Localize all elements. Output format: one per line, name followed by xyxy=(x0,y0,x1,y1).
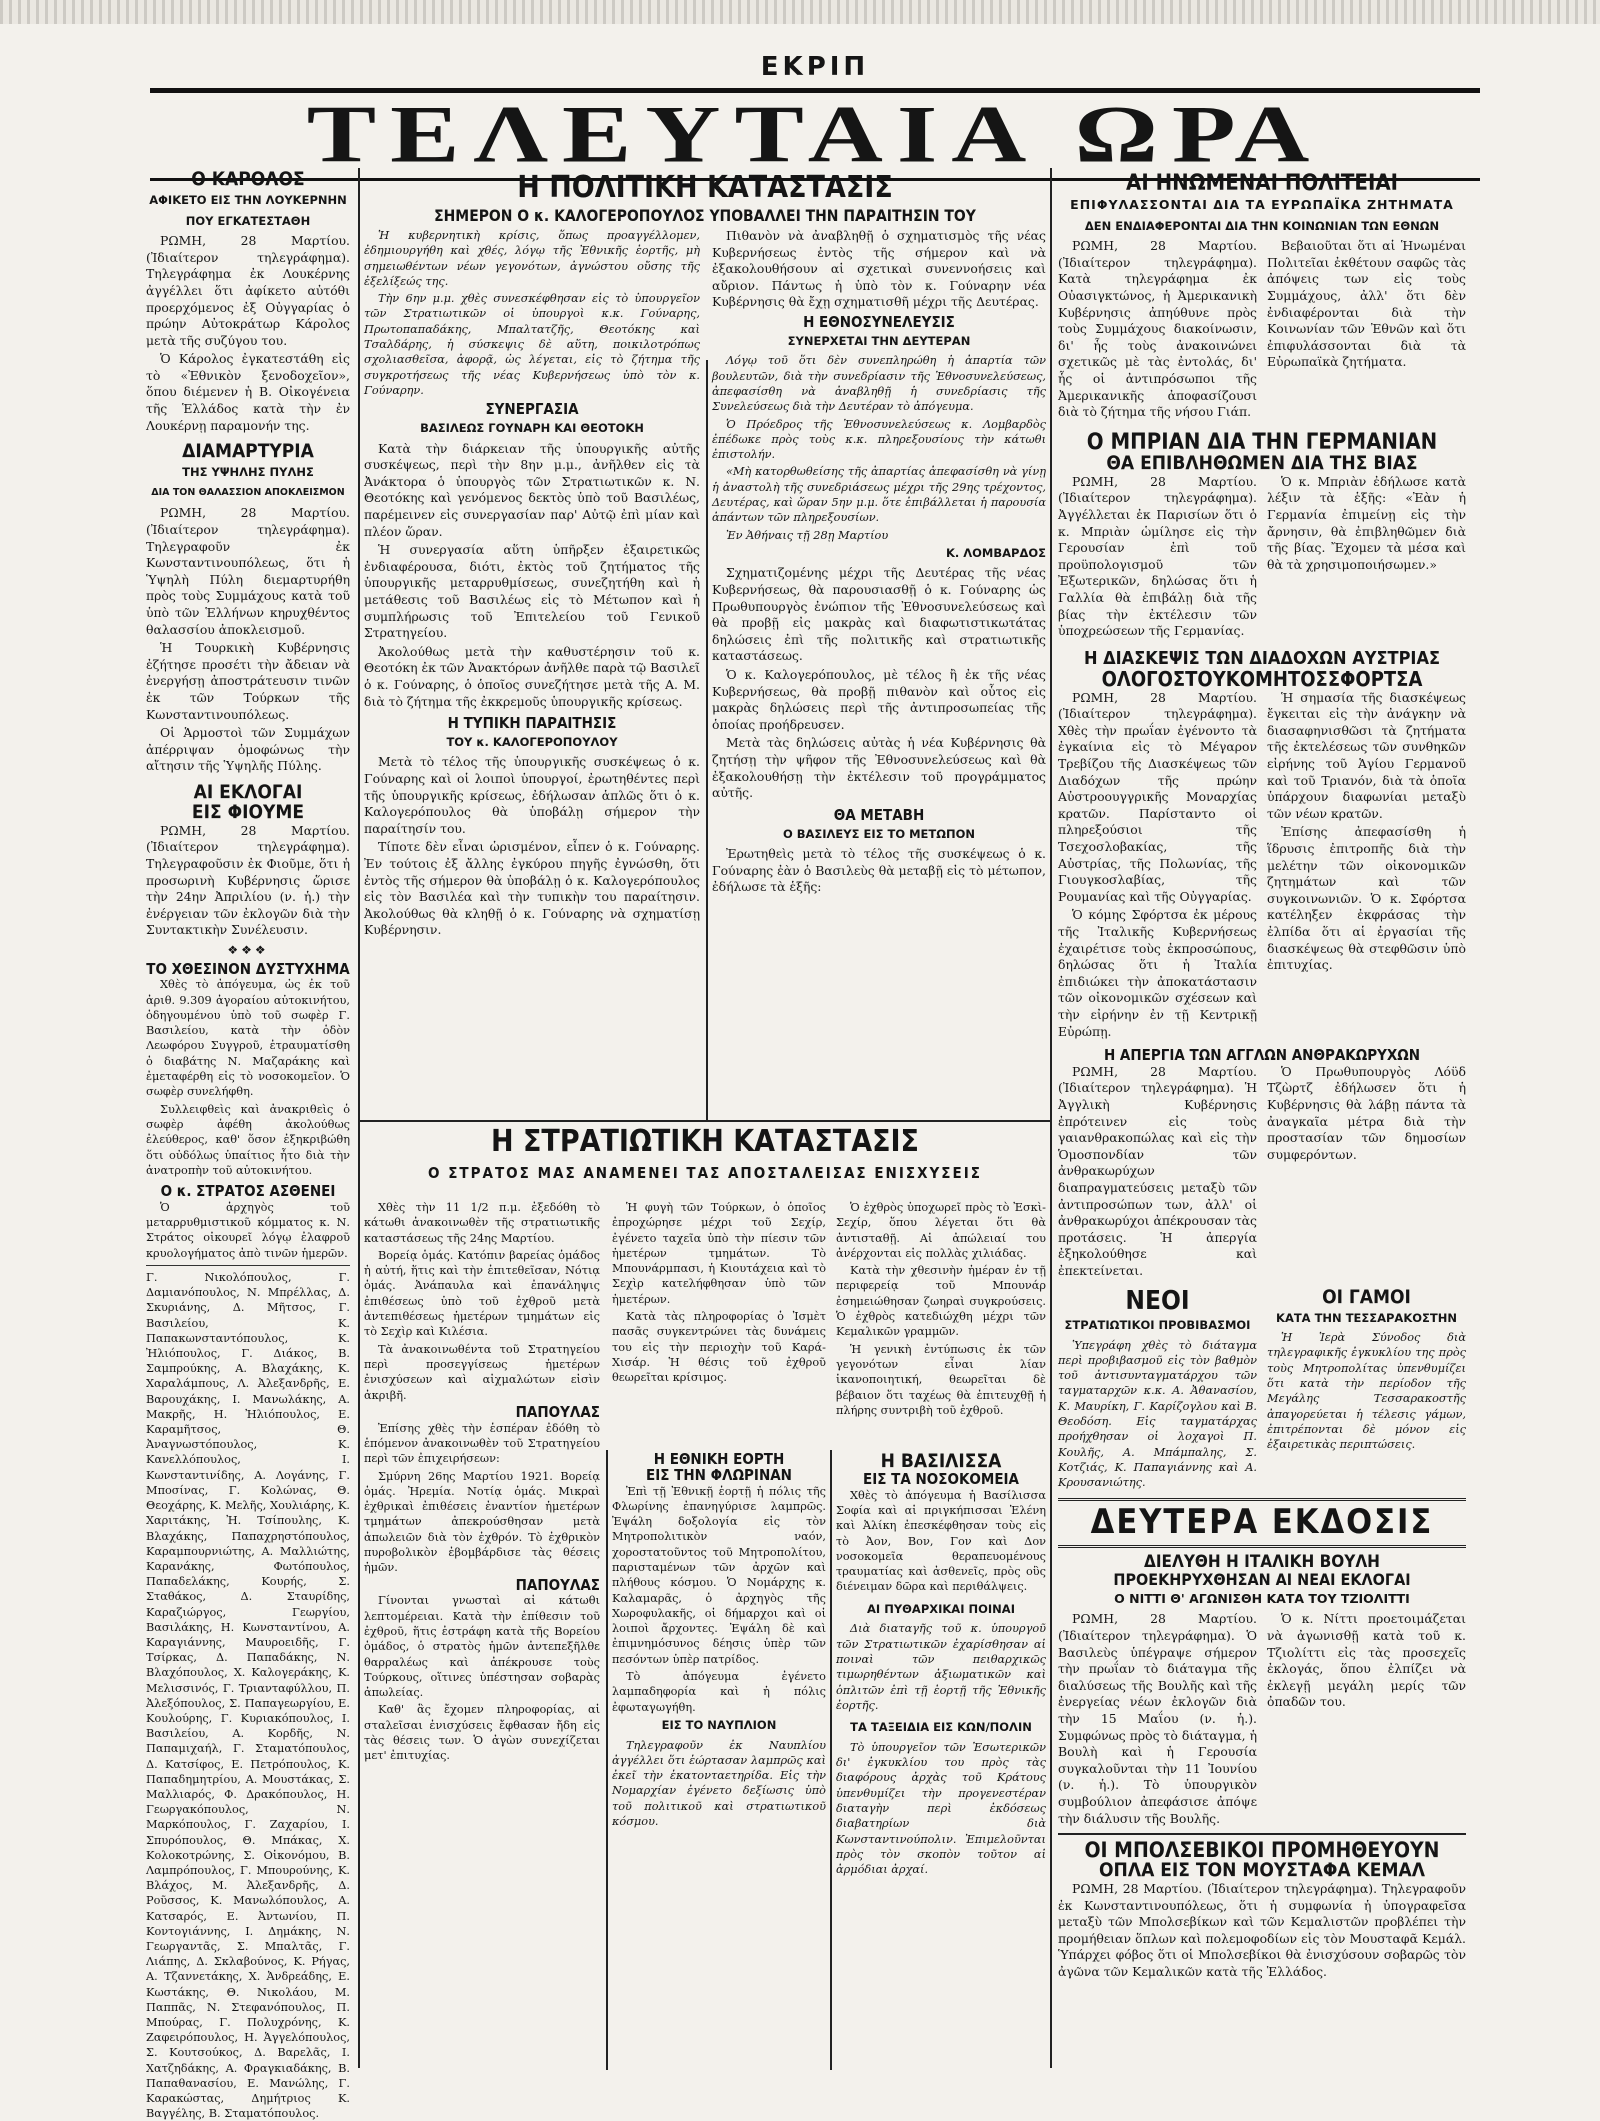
subheadline: ΑΦΙΚΕΤΟ ΕΙΣ ΤΗΝ ΛΟΥΚΕΡΝΗΝ xyxy=(149,192,347,207)
headline-stratiotiki: Η ΣΤΡΑΤΙΩΤΙΚΗ ΚΑΤΑΣΤΑΣΙΣ xyxy=(491,1124,919,1159)
headline-tha-metavi: ΘΑ ΜΕΤΑΒΗ xyxy=(833,805,925,824)
subheadline: ΟΠΛΑ ΕΙΣ ΤΟΝ ΜΟΥΣΤΑΦΑ ΚΕΜΑΛ xyxy=(1099,1859,1425,1882)
subheadline: ΔΕΝ ΕΝΔΙΑΦΕΡΟΝΤΑΙ ΔΙΑ ΤΗΝ ΚΟΙΝΩΝΙΑΝ ΤΩΝ ΕΘΝΩΝ xyxy=(1084,218,1440,233)
article-paragraph: Ὁ κ. Μπριὰν ἐδήλωσε κατὰ λέξιν τὰ ἑξῆς: «Ἐὰν ἡ Γερμανία ἐπιμείνῃ εἰς τὴν ἄρνησιν, θὰ ἐπιβληθῶμεν διὰ τῆς βίας. Ἔχομεν τὰ μέσα καὶ θὰ τὰ χρησιμοποιήσωμεν.» xyxy=(1267,473,1466,572)
article-paragraph: Μετὰ τὰς δηλώσεις αὐτὰς ἡ νέα Κυβέρνησις θὰ ζητήσῃ τὴν ψῆφον τῆς Ἐθνοσυνελεύσεως καὶ θὰ ἐξακολουθήσῃ τὴν ἐκτέλεσιν τοῦ προγράμματος αὐτῆς. xyxy=(712,735,1046,801)
headline-ip: ΑΙ ΗΝΩΜΕΝΑΙ ΠΟΛΙΤΕΙΑΙ xyxy=(1126,171,1398,196)
headline-ethnosynelefsis: Η ΕΘΝΟΣΥΝΕΛΕΥΣΙΣ xyxy=(803,312,955,331)
subheadline: ΕΙΣ ΤΑ ΝΟΣΟΚΟΜΕΙΑ xyxy=(863,1469,1019,1488)
headline-neoi: ΝΕΟΙ xyxy=(1125,1285,1190,1316)
column-political-right xyxy=(712,228,1046,1118)
headline-italiki-vouli: ΔΙΕΛΥΘΗ Η ΙΤΑΛΙΚΗ ΒΟΥΛΗ xyxy=(1144,1552,1380,1573)
column-divider xyxy=(606,1450,608,2070)
article-paragraph: Σχηματιζομένης μέχρι τῆς Δευτέρας τῆς νέας Κυβερνήσεως, θὰ παρουσιασθῇ ὁ κ. Γούναρης ὡς Πρωθυπουργὸς ἐνώπιον τῆς Ἐθνοσυνελεύσεως καὶ θὰ προβῇ εἰς μακρὰς καὶ διαφωτιστικωτάτας δηλώσεις ἐπὶ τῆς πολιτικῆς καὶ στρατιωτικῆς καταστάσεως. xyxy=(712,565,1046,664)
column-ethniki-eorti xyxy=(612,1452,826,2067)
subheadline: ΕΙΣ ΤΗΝ ΦΛΩΡΙΝΑΝ xyxy=(646,1465,792,1484)
signature: ΠΑΠΟΥΛΑΣ xyxy=(515,1402,600,1421)
article-paragraph: Ἀκολούθως μετὰ τὴν καθυστέρησιν τοῦ κ. Θεοτόκη ἐκ τῶν Ἀνακτόρων ἀνῆλθε παρὰ τῷ Βασιλεῖ ὁ κ. Γούναρης, ὁ ὁποῖος συνεζήτησε μετὰ τῆς Α. Μ. διὰ τὸ ζήτημα τῆς ἐκκρεμοῦς ὑπουργικῆς κρίσεως. xyxy=(364,643,700,709)
headline-paraitisis: Η ΤΥΠΙΚΗ ΠΑΡΑΙΤΗΣΙΣ xyxy=(447,714,617,733)
article-paragraph: Ὁ κόμης Σφόρτσα ἐκ μέρους τῆς Ἰταλικῆς Κυβερνήσεως ἐχαιρέτισε τοὺς ἐκπροσώπους, δηλώσας ὅτι ἡ Ἰταλία ἐπιδιώκει τὴν ἀποκατάστασιν τῶν οἰκονομικῶν σχέσεων καὶ τὴν εἰρήνην ἐν τῇ Κεντρικῇ Εὐρώπῃ. xyxy=(1058,907,1257,1039)
headline-ekloges: ΑΙ ΕΚΛΟΓΑΙ xyxy=(193,780,303,803)
column-divider xyxy=(358,168,360,2068)
rule xyxy=(1058,1545,1466,1548)
article-paragraph: ΡΩΜΗ, 28 Μαρτίου. (Ἰδιαίτερον τηλεγράφημα). Τηλεγράφημα ἐκ Λουκέρνης ἀγγέλλει ὅτι ἀφίκετο αὐτόθι προερχόμενος ἐξ Οὐγγαρίας ὁ πρώην Αὐτοκράτωρ Κάρολος μετὰ τῆς συζύγου του. xyxy=(146,233,350,348)
article-paragraph: Οἱ Ἁρμοστοὶ τῶν Συμμάχων ἀπέρριψαν ὁμοφώνως τὴν αἴτησιν τῆς Ὑψηλῆς Πύλης. xyxy=(146,725,350,774)
article-paragraph: Ἐρωτηθεὶς μετὰ τὸ τέλος τῆς συσκέψεως ὁ κ. Γούναρης ἐὰν ὁ Βασιλεὺς θὰ μεταβῇ εἰς τὸ μέτωπον, ἐδήλωσε τὰ ἑξῆς: xyxy=(712,846,1046,895)
column-military-2 xyxy=(612,1200,826,1446)
column-political-left xyxy=(364,228,700,1118)
article-paragraph: Κατὰ τὴν χθεσινὴν ἡμέραν ἐν τῇ περιφερείᾳ τοῦ Μπουνάρ ἐσημειώθησαν ζωηραὶ συγκρούσεις. Ὁ ἐχθρὸς κατεδιώχθη μέχρι τῶν Κεμαλικῶν γραμμῶν. xyxy=(836,1264,1046,1339)
article-paragraph: Τὸ ὑπουργεῖον τῶν Ἐσωτερικῶν δι' ἐγκυκλίου του πρὸς τὰς διαφόρους ἀρχὰς τοῦ Κράτους ὑπενθυμίζει τὴν προγενεστέραν διαταγὴν περὶ ἐκδόσεως διαβατηρίων διὰ Κωνσταντινούπολιν. Ἐπιμελοῦνται πρὸς τὸν σκοπὸν τοῦτον αἱ ἀρμόδιαι ἀρχαί. xyxy=(836,1740,1046,1877)
article-paragraph: Χθὲς τὸ ἀπόγευμα ἡ Βασίλισσα Σοφία καὶ αἱ πριγκήπισσαι Ἑλένη καὶ Ἀλίκη ἐπεσκέφθησαν τοὺς εἰς τὸ Ἀον, Βον, Γον καὶ Δον νοσοκομεῖα θεραπευομένους τραυματίας καὶ ἀσθενεῖς, πρὸς οὓς διένειμαν δῶρα καὶ περιθάλψεις. xyxy=(836,1488,1046,1594)
subheadline: ΠΟΥ ΕΓΚΑΤΕΣΤΑΘΗ xyxy=(185,213,311,228)
article-paragraph: ΡΩΜΗ, 28 Μαρτίου. (Ἰδιαίτερον τηλεγράφημα). Χθὲς τὴν πρωΐαν ἐγένοντο τὰ ἐγκαίνια εἰς τὸ Μέγαρον Τρεβίζου τῆς Διασκέψεως τῶν Διαδόχων τῆς πρώην Αὐστροουγγρικῆς Μοναρχίας κρατῶν. Παρίσταντο οἱ πληρεξούσιοι τῆς Τσεχοσλοβακίας, τῆς Αὐστρίας, τῆς Πολωνίας, τῆς Γιουγκοσλαβίας, τῆς Ρουμανίας καὶ τῆς Οὐγγαρίας. xyxy=(1058,689,1257,904)
article-paragraph: Τηλεγραφοῦν ἐκ Ναυπλίου ἀγγέλλει ὅτι ἑώρτασαν λαμπρῶς καὶ ἐκεῖ τὴν ἑκατονταετηρίδα. Εἰς τὴν Νομαρχίαν ἐγένετο δεξίωσις ὑπὸ τοῦ πολιτικοῦ καὶ στρατιωτικοῦ κόσμου. xyxy=(612,1738,826,1829)
article-paragraph: Πιθανὸν νὰ ἀναβληθῇ ὁ σχηματισμὸς τῆς νέας Κυβερνήσεως ἐντὸς τῆς σήμερον καὶ νὰ ἐξακολουθήσουν αἱ σχετικαὶ συνεννοήσεις καὶ αὔριον. Πάντως ἡ ὑπὸ τὸν κ. Γούναρην νέα Κυβέρνησις θὰ ἔχῃ σχηματισθῆ μέχρι τῆς Δευτέρας. xyxy=(712,228,1046,310)
article-paragraph: Βορείᾳ ὁμάς. Κατόπιν βαρείας ὁμάδος ἡ αὐτή, ἥτις καὶ τὴν ἐπιτεθεῖσαν, Νότιᾳ ὁμάς. Ἀνάπαυλα καὶ ἐπανάληψις ἐπιθέσεως ὑπὸ τοῦ ἐχθροῦ μετὰ ἀντεπιθέσεως ἡμετέρων τμημάτων εἰς τὸ Σεχὶρ καὶ Κιλέσια. xyxy=(364,1248,600,1339)
article-paragraph: ΡΩΜΗ, 28 Μαρτίου. (Ἰδιαίτερον τηλεγράφημα). Τηλεγραφοῦν ἐκ Κωνσταντινουπόλεως, ὅτι ἡ συμφωνία ἡ ὑπογραφεῖσα μεταξὺ τῶν Μπολσεβίκων καὶ τῶν Κεμαλιστῶν προβλέπει τὴν προμήθειαν ὅπλων καὶ πολεμοφοδίων εἰς τὸν Μουσταφᾶ Κεμάλ. Ὑπάρχει φόβος ὅτι οἱ Μπολσεβίκοι θὰ ἐνισχύσουν σοβαρῶς τὸν ἀγῶνα τῶν Κεμαλικῶν κατὰ τῆς Ἑλλάδος. xyxy=(1058,1881,1466,1980)
article-paragraph: Ἡ κυβερνητικὴ κρίσις, ὅπως προαγγέλλομεν, ἐδημιουργήθη καὶ χθές, λόγῳ τῆς Ἐθνικῆς ἑορτῆς, μὴ σημειωθέντων νέων γεγονότων, ἀγνώστου οὔσης τῆς ἐξελίξεώς της. xyxy=(364,229,700,288)
subheadline: ΔΙΑ ΤΟΝ ΘΑΛΑΣΣΙΟΝ ΑΠΟΚΛΕΙΣΜΟΝ xyxy=(151,486,345,498)
article-paragraph: Κατὰ τὴν διάρκειαν τῆς ὑπουργικῆς αὐτῆς συσκέψεως, περὶ τὴν 8ην μ.μ., ἀνῆλθεν εἰς τὰ Ἀνάκτορα ὁ ὑπουργὸς τῶν Στρατιωτικῶν κ. Ν. Θεοτόκης καὶ γενόμενος δεκτὸς ὑπὸ τοῦ Βασιλέως, παρέμεινεν εἰς συνεργασίαν παρ' Αὐτῷ ἐπὶ μίαν καὶ πλέον ὥραν. xyxy=(364,440,700,539)
article-paragraph: «Μὴ κατορθωθείσης τῆς ἀπαρτίας ἀπεφασίσθη νὰ γίνῃ ἡ ἀναστολὴ τῆς συνεδριάσεως μέχρι τῆς 29ης τρέχοντος, Δευτέρας, καὶ ὥραν 5ην μ.μ. ὅτε ἐπιβάλλεται ἡ παρουσία ἁπάντων τῶν πληρεξουσίων. xyxy=(712,465,1046,525)
article-paragraph: Ἡ σημασία τῆς διασκέψεως ἔγκειται εἰς τὴν ἀνάγκην νὰ διασαφηνισθῶσι τὰ ζητήματα τῆς ἐκτελέσεως τῶν συνθηκῶν εἰρήνης τοῦ Ἁγίου Γερμανοῦ καὶ τοῦ Τριανόν, διὰ τὰ ὁποῖα ὑπάρχουν διαφωνίαι μεταξὺ τῶν νέων κρατῶν. xyxy=(1267,689,1466,821)
headline-politiki: Η ΠΟΛΙΤΙΚΗ ΚΑΤΑΣΤΑΣΙΣ xyxy=(517,170,893,205)
headline-poinai: ΑΙ ΠΥΘΑΡΧΙΚΑΙ ΠΟΙΝΑΙ xyxy=(867,1601,1015,1616)
article-paragraph: Ὁ ἀρχηγὸς τοῦ μεταρρυθμιστικοῦ κόμματος κ. Ν. Στράτος οἰκουρεῖ λόγῳ ἐλαφροῦ κρυολογήματος ἀπὸ τινῶν ἡμερῶν. xyxy=(146,1200,350,1260)
headline-taxidia: ΤΑ ΤΑΞΕΙΔΙΑ ΕΙΣ ΚΩΝ/ΠΟΛΙΝ xyxy=(850,1720,1032,1735)
column-military-1 xyxy=(364,1200,600,2070)
headline-apergia: Η ΑΠΕΡΓΙΑ ΤΩΝ ΑΓΓΛΩΝ ΑΝΘΡΑΚΩΡΥΧΩΝ xyxy=(1103,1046,1421,1065)
article-paragraph: ΡΩΜΗ, 28 Μαρτίου. (Ἰδιαίτερον τηλεγράφημα). Ἡ Ἀγγλικὴ Κυβέρνησις ἐπρότεινεν εἰς τοὺς γαιανθρακοπώλας καὶ εἰς τὴν Ὁμοσπονδίαν τῶν ἀνθρακωρύχων διαπραγματεύσεις μεταξὺ τῶν ἀντιπροσώπων των, ἀλλ' οἱ ἀνθρακωρύχοι ἀπέκρουσαν τὰς προτάσεις. Ἡ ἀπεργία ἐξηκολούθησε καὶ ἐπεκτείνεται. xyxy=(1058,1063,1257,1279)
article-paragraph: Διὰ διαταγῆς τοῦ κ. ὑπουργοῦ τῶν Στρατιωτικῶν ἐχαρίσθησαν αἱ ποιναὶ τῶν πειθαρχικῶς τιμωρηθέντων ἀξιωματικῶν καὶ ὁπλιτῶν ἐπὶ τῇ ἑορτῇ τῆς Ἐθνικῆς ἑορτῆς. xyxy=(836,1622,1046,1712)
article-paragraph: Ἐν Ἀθήναις τῇ 28ῃ Μαρτίου xyxy=(726,528,889,542)
headline-nafplion: ΕΙΣ ΤΟ ΝΑΥΠΛΙΟΝ xyxy=(661,1717,777,1732)
subheadline: ΟΛΟΓΟΣΤΟΥΚΟΜΗΤΟΣΣΦΟΡΤΣΑ xyxy=(1101,666,1423,691)
headline-synergasia: ΣΥΝΕΡΓΑΣΙΑ xyxy=(485,400,579,419)
subheadline: ΕΠΙΦΥΛΑΣΣΟΝΤΑΙ ΔΙΑ ΤΑ ΕΥΡΩΠΑΪΚΑ ΖΗΤΗΜΑΤΑ xyxy=(1070,197,1454,213)
article-paragraph: Συλλειφθεὶς καὶ ἀνακριθεὶς ὁ σωφὲρ ἀφέθη ἀκολούθως ἐλεύθερος, καθ' ὅσον ἐξηκριβώθη ὅτι οὐδόλως ὑπαίτιος ἦτο διὰ τὴν ἀνατροπὴν τοῦ αὐτοκινήτου. xyxy=(146,1102,350,1177)
article-paragraph: Καθ' ἃς ἔχομεν πληροφορίας, αἱ σταλεῖσαι ἐνισχύσεις ἔφθασαν ἤδη εἰς τὰς θέσεις των. Ὁ ἀγὼν συνεχίζεται μετ' ἐπιτυχίας. xyxy=(364,1703,600,1763)
article-paragraph: Βεβαιοῦται ὅτι αἱ Ἡνωμέναι Πολιτεῖαι ἐκθέτουν σαφῶς τὰς ἀπόψεις των εἰς τοὺς Συμμάχους, ἀλλ' ὅτι δὲν ἐνδιαφέρονται διὰ τὴν Κοινωνίαν τῶν Ἐθνῶν καὶ ὅτι ἐπιφυλάσσονται διὰ τὰ Εὐρωπαϊκὰ ζητήματα. xyxy=(1267,238,1466,370)
headline-gamoi: ΟΙ ΓΑΜΟΙ xyxy=(1322,1285,1411,1308)
article-paragraph: Ὁ κ. Καλογερόπουλος, μὲ τέλος ἢ ἐκ τῆς νέας Κυβερνήσεως, θὰ προβῇ πιθανὸν καὶ οὗτος εἰς μακρὰς δηλώσεις περὶ τῆς ἀντιπροσωπείας τῆς ὁποίας προήδρευσεν. xyxy=(712,667,1046,732)
article-paragraph: Χθὲς τὴν 11 1/2 π.μ. ἐξεδόθη τὸ κάτωθι ἀνακοινωθὲν τῆς στρατιωτικῆς καταστάσεως τῆς 24ης Μαρτίου. xyxy=(364,1201,600,1245)
political-headline-block xyxy=(362,172,1048,224)
column-left xyxy=(146,168,350,2121)
article-paragraph: Ἡ φυγὴ τῶν Τούρκων, ὁ ὁποῖος ἐπροχώρησε μέχρι τοῦ Σεχίρ, ἐγένετο ταχεῖα ὑπὸ τὴν πίεσιν τῶν ἡμετέρων τμημάτων. Τὸ Μπουνάρμπασι, ἡ Κιουτάχεια καὶ τὸ Σεχὶρ κατελήφθησαν ὑπὸ τῶν ἡμετέρων. xyxy=(612,1201,826,1306)
subheadline: ΒΑΣΙΛΕΩΣ ΓΟΥΝΑΡΗ ΚΑΙ ΘΕΟΤΟΚΗ xyxy=(420,421,644,436)
article-paragraph: Μετὰ τὸ τέλος τῆς ὑπουργικῆς συσκέψεως ὁ κ. Γούναρης καὶ οἱ λοιποὶ ὑπουργοί, ἐρωτηθέντες περὶ τῆς ὑπουργικῆς κρίσεως, ἐδήλωσαν ἁπλῶς ὅτι ὁ κ. Καλογερόπουλος θὰ ὑποβάλῃ σήμερον τὴν παραίτησίν του. xyxy=(364,754,700,836)
article-paragraph: Σμύρνη 26ης Μαρτίου 1921. Βορείᾳ ὁμάς. Ἠρεμία. Νοτίᾳ ὁμάς. Μικραὶ ἐχθρικαὶ ἐπιθέσεις ἐναντίον ἡμετέρων τμημάτων ἀπεκρούσθησαν μετὰ ἀπωλειῶν διὰ τὸν ἐχθρόν. Τὸ ἐχθρικὸν πυροβολικὸν ἐβομβάρδισε τὰς θέσεις ἡμῶν. xyxy=(364,1469,600,1575)
newspaper-title: ΤΕΛΕΥΤΑΙΑ ΩΡΑ xyxy=(306,89,1324,180)
subheadline: Ο ΒΑΣΙΛΕΥΣ ΕΙΣ ΤΟ ΜΕΤΩΠΟΝ xyxy=(782,826,976,841)
subheadline: Ο ΝΙΤΤΙ Θ' ΑΓΩΝΙΣΘΗ ΚΑΤΑ ΤΟΥ ΤΖΙΟΛΙΤΤΙ xyxy=(1114,1590,1410,1606)
page-top-fragment xyxy=(0,0,1600,24)
subheadline: Ο ΣΤΡΑΤΟΣ ΜΑΣ ΑΝΑΜΕΝΕΙ ΤΑΣ ΑΠΟΣΤΑΛΕΙΣΑΣ ΕΝΙΣΧΥΣΕΙΣ xyxy=(428,1163,982,1182)
article-paragraph: Ὁ Πρωθυπουργὸς Λόϋδ Τζὼρτζ ἐδήλωσεν ὅτι ἡ Κυβέρνησις θὰ λάβῃ πάντα τὰ ἀναγκαῖα μέτρα διὰ τὴν προστασίαν τῶν δημοσίων συμφερόντων. xyxy=(1267,1063,1466,1162)
headline-diamartyria: ΔΙΑΜΑΡΤΥΡΙΑ xyxy=(182,440,314,463)
headline-diaskepsis: Η ΔΙΑΣΚΕΨΙΣ ΤΩΝ ΔΙΑΔΟΧΩΝ ΑΥΣΤΡΙΑΣ xyxy=(1083,647,1441,669)
signature: Κ. ΛΟΜΒΑΡΔΟΣ xyxy=(945,545,1046,560)
column-military-3 xyxy=(836,1200,1046,1446)
article-paragraph: Ἡ Τουρκικὴ Κυβέρνησις ἐζήτησε προσέτι τὴν ἄδειαν νὰ ἐνεργήσῃ ἀποστράτευσιν τινῶν ἐκ τῶν Τούρκων τῆς Κωνσταντινουπόλεως. xyxy=(146,640,350,722)
subheadline: ΣΥΝΕΡΧΕΤΑΙ ΤΗΝ ΔΕΥΤΕΡΑΝ xyxy=(787,333,971,348)
article-paragraph: Ὁ κ. Νίττι προετοιμάζεται νὰ ἀγωνισθῇ κατὰ τοῦ κ. Τζιολίττι εἰς τὰς προσεχεῖς ἐκλογάς, ὅπου ἐλπίζει νὰ ἐκλεγῇ μεγάλη μερίς τῶν ὀπαδῶν του. xyxy=(1267,1611,1466,1710)
signature: ΠΑΠΟΥΛΑΣ xyxy=(515,1575,600,1594)
article-paragraph: Ἐπίσης χθὲς τὴν ἑσπέραν ἐδόθη τὸ ἑπόμενον ἀνακοινωθὲν τοῦ Στρατηγείου περὶ τῶν ἐπιχειρήσεων: xyxy=(364,1421,600,1466)
headline-karolos: Ο ΚΑΡΟΛΟΣ xyxy=(191,168,305,190)
ornament-divider: ❖❖❖ xyxy=(227,942,269,957)
section-divider xyxy=(360,1120,1050,1122)
article-paragraph: Χθὲς τὸ ἀπόγευμα, ὡς ἐκ τοῦ ἀριθ. 9.309 ἀγοραίου αὐτοκινήτου, ὁδηγουμένου ὑπὸ τοῦ σωφὲρ Γ. Βασιλείου, κατὰ τὴν ὁδὸν Λεωφόρου Συγγροῦ, ἐτραυματίσθη ὁ διαβάτης Ν. Μαζαράκης καὶ ἐμεταφέρθη εἰς τὸ νοσοκομεῖον. Ὁ σωφὲρ συνελήφθη. xyxy=(146,978,350,1099)
subheadline: ΠΡΟΕΚΗΡΥΧΘΗΣΑΝ ΑΙ ΝΕΑΙ ΕΚΛΟΓΑΙ xyxy=(1113,1570,1411,1589)
article-paragraph: Ὁ Πρόεδρος τῆς Ἐθνοσυνελεύσεως κ. Λομβαρδὸς ἐπέδωκε πρὸς τοὺς κ.κ. πληρεξουσίους τὴν κάτωθι ἐπιστολήν. xyxy=(712,417,1046,462)
article-paragraph: Τίποτε δὲν εἶναι ὡρισμένον, εἶπεν ὁ κ. Γούναρης. Ἐν τούτοις ἐξ ἄλλης ἐγκύρου πηγῆς ἐγνώσθη, ὅτι ἐντὸς τῆς σήμερον θὰ ὑποβάλῃ ὁ κ. Καλογερόπουλος εἰς τὸν Βασιλέα καὶ τὴν τυπικὴν του παραίτησιν. Ἀκολούθως θὰ κληθῇ ὁ κ. Γούναρης νὰ σχηματίσῃ Κυβέρνησιν. xyxy=(364,839,700,938)
article-paragraph: ΡΩΜΗ, 28 Μαρτίου. (Ἰδιαίτερον τηλεγράφημα). Τηλεγραφοῦσιν ἐκ Φιοῦμε, ὅτι ἡ προσωρινὴ Κυβέρνησις ὥρισε τὴν 24ην Ἀπριλίου (ν. ἡ.) τὴν ἐνέργειαν τῶν ἐκλογῶν διὰ τὴν Συντακτικὴν Συνέλευσιν. xyxy=(146,822,350,938)
rule xyxy=(1058,1833,1466,1835)
article-paragraph: Τὸ ἀπόγευμα ἐγένετο λαμπαδηφορία καὶ ἡ πόλις ἐφωταγωγήθη. xyxy=(612,1670,826,1714)
article-paragraph: Τὰ ἀνακοινωθέντα τοῦ Στρατηγείου περὶ προσεγγίσεως ἡμετέρων ἐνισχύσεων καὶ αἰχμαλώτων εἰσὶν ἀκριβῆ. xyxy=(364,1342,600,1402)
headline-deftera-ekdosis: ΔΕΥΤΕΡΑ ΕΚΔΟΣΙΣ xyxy=(1090,1502,1434,1543)
headline-dystychima: ΤΟ ΧΘΕΣΙΝΟΝ ΔΥΣΤΥΧΗΜΑ xyxy=(146,959,350,978)
column-vasilissa xyxy=(836,1452,1046,2067)
article-paragraph: Ὁ Κάρολος ἐγκατεστάθη εἰς τὸ «Ἐθνικὸν ξενοδοχεῖον», ὅπου διέμενεν ἡ Β. Οἰκογένεια τῆς Ἑλλάδος κατὰ τὴν ἐν Λουκέρνῃ παραμονήν της. xyxy=(146,351,350,433)
names-list: Γ. Νικολόπουλος, Γ. Δαμιανόπουλος, Ν. Μπρέλλας, Δ. Σκυριάνης, Δ. Μῆτσος, Γ. Βασιλείου, Κ. Παπακωνσταντόπουλος, Κ. Ἠλιόπουλος, Γ. Διάκος, Β. Σαμπρούκης, Α. Βλαχάκης, Κ. Χαραλάμπους, Λ. Ἀλεξανδρῆς, Ε. Βαρουχάκης, Ι. Μανωλάκης, Α. Μακρῆς, Η. Ἠλιόπουλος, Ε. Καραμῆτσος, Θ. Ἀναγνωστόπουλος, Κ. Κανελλόπουλος, Ι. Κωνσταντινίδης, Α. Λογάνης, Γ. Μποσίνας, Γ. Κολώνας, Θ. Θεοχάρης, Κ. Μελῆς, Χουλιάρης, Κ. Χαριτάκης, Ἠ. Τσίπουλης, Κ. Βλαχάκης, Παπαχρηστόπουλος, Καραμπουρνιώτης, Α. Μαλλιώτης, Καρανάκης, Φωτόπουλος, Παπαδελάκης, Κουρής, Σ. Σταθάκος, Δ. Σταυρίδης, Καραζιώργος, Γεωργίου, Βασιλάκης, Η. Κωνσταντίνου, Α. Καραγιάννης, Μαυροειδῆς, Γ. Τσίρκας, Δ. Παπαδάκης, Ν. Βλαχόπουλος, Χ. Καλογεράκης, Κ. Μελισσινός, Γ. Τριανταφύλλου, Π. Ἀλεξόπουλος, Σ. Παπαγεωργίου, Ε. Κουλούρης, Γ. Κυριακόπουλος, Ι. Βασιλείου, Α. Κορδῆς, Ν. Παπαμιχαήλ, Γ. Σταματόπουλος, Δ. Κατσίφος, Ε. Πετρόπουλος, Κ. Παπαδημητρίου, Α. Μουστάκας, Σ. Μαλλιαρός, Φ. Δρακόπουλος, Η. Γεωργακόπουλος, Ν. Μαρκόπουλος, Γ. Ζαχαρίου, Ι. Σπυρόπουλος, Θ. Μπάκας, Χ. Κολοκοτρώνης, Σ. Οἰκονόμου, Β. Λαμπρόπουλος, Γ. Μπουρούνης, Κ. Βλάχος, Μ. Ἀλεξανδρῆς, Δ. Ροῦσσος, Κ. Μανωλόπουλος, Α. Κατσαρός, Ε. Ἀντωνίου, Π. Κοντογιάννης, Ι. Δημάκης, Ν. Γεωργαντᾶς, Σ. Μπαλτᾶς, Γ. Λιάπης, Δ. Σκλαβούνος, Κ. Ρήγας, Α. Τζαννετάκης, Χ. Ἀνδρεάδης, Ε. Κωστάκης, Θ. Νικολάου, Μ. Παππᾶς, Ν. Στεφανόπουλος, Π. Μπούρας, Γ. Πολυχρόνης, Κ. Ζαφειρόπουλος, Η. Ἀγγελόπουλος, Σ. Κουτσούκος, Δ. Βαρελᾶς, Ι. Χατζηδάκης, Α. Φραγκιαδάκης, Β. Παπαθανασίου, Ε. Μανώλης, Γ. Καρακώστας, Δημήτριος Κ. Βαγγέλης, Β. Σταματόπουλος. xyxy=(146,1271,350,2121)
headline-bolsevikoi: ΟΙ ΜΠΟΛΣΕΒΙΚΟΙ ΠΡΟΜΗΘΕΥΟΥΝ xyxy=(1084,1838,1440,1863)
column-divider xyxy=(1050,168,1052,2068)
headline-stratos: Ο κ. ΣΤΡΑΤΟΣ ΑΣΘΕΝΕΙ xyxy=(160,1182,336,1201)
article-paragraph: Ἡ συνεργασία αὕτη ὑπῆρξεν ἐξαιρετικῶς ἐνδιαφέρουσα, διότι, ἐκτὸς τοῦ ζητήματος τῆς ὑπουργικῆς μεταρρυθμίσεως, συνεζητήθη καὶ ἡ μετάθεσις τοῦ Βασιλέως εἰς τὸ Μέτωπον καὶ ἡ συμπλήρωσις τοῦ Ἐπιτελείου τοῦ Γενικοῦ Στρατηγείου. xyxy=(364,542,700,641)
column-divider xyxy=(830,1450,832,2070)
subheadline: ΤΗΣ ΥΨΗΛΗΣ ΠΥΛΗΣ xyxy=(182,465,314,480)
article-paragraph: Τὴν 6ην μ.μ. χθὲς συνεσκέφθησαν εἰς τὸ ὑπουργεῖον τῶν Στρατιωτικῶν οἱ ὑπουργοὶ κ.κ. Γούναρης, Πρωτοπαπαδάκης, Μπαλτατζῆς, Θεοτόκης καὶ Τσαλδάρης, ἡ σύσκεψις δὲ αὕτη, ποικιλοτρόπως σχολιασθεῖσα, ἀφορᾷ, ὡς λέγεται, εἰς τὸ ζήτημα τῆς συγκροτήσεως τῆς νέας Κυβερνήσεως ὑπὸ τὸν κ. Γούναρην. xyxy=(364,292,700,397)
subheadline: ΤΟΥ κ. ΚΑΛΟΓΕΡΟΠΟΥΛΟΥ xyxy=(446,734,618,749)
article-paragraph: Λόγῳ τοῦ ὅτι δὲν συνεπληρώθη ἡ ἀπαρτία τῶν βουλευτῶν, διὰ τὴν συνεδρίασιν τῆς Ἐθνοσυνελεύσεως, ἀπεφασίσθη νὰ ἀναβληθῇ ἡ συνεδρίασις τῆς Συνελεύσεως διὰ τὴν Δευτέραν τὸ ἀπόγευμα. xyxy=(712,354,1046,414)
article-paragraph: Ἐπίσης ἀπεφασίσθη ἡ ἵδρυσις ἐπιτροπῆς διὰ τὴν μελέτην τῶν οἰκονομικῶν ζητημάτων καὶ τῶν συγκοινωνιῶν. Ὁ κ. Σφόρτσα κατέληξεν ἐκφράσας τὴν ἐλπίδα ὅτι αἱ ἐργασίαι τῆς διασκέψεως θὰ στεφθῶσιν ὑπὸ ἐπιτυχίας. xyxy=(1267,824,1466,973)
rule xyxy=(146,1265,350,1266)
article-paragraph: ΡΩΜΗ, 28 Μαρτίου. (Ἰδιαίτερον τηλεγράφημα). Κατὰ τηλεγράφημα ἐκ Οὐασιγκτώνος, ἡ Ἀμερικανικὴ Κυβέρνησις ἀπηύθυνε πρὸς τοὺς Συμμάχους διακοίνωσιν, δι' ἧς τοὺς ἀνακοινώνει σχετικῶς μὲ τὰς ἐντολάς, δι' ἧς οἱ ἀντιπρόσωποι τῆς Ἀμερικανικῆς ἀποφασίζουσι διὰ τὸ ζήτημα τῆς νήσου Γιάπ. xyxy=(1058,238,1257,420)
column-divider xyxy=(706,360,708,1120)
subheadline: ΚΑΤΑ ΤΗΝ ΤΕΣΣΑΡΑΚΟΣΤΗΝ xyxy=(1276,1310,1457,1325)
headline-mprian: Ο ΜΠΡΙΑΝ ΔΙΑ ΤΗΝ ΓΕΡΜΑΝΙΑΝ xyxy=(1086,429,1438,455)
headline-vasilissa: Η ΒΑΣΙΛΙΣΣΑ xyxy=(880,1450,1002,1472)
masthead-tagline: ΕΚΡΙΠ xyxy=(760,52,870,82)
article-paragraph: Ὑπεγράφη χθὲς τὸ διάταγμα περὶ προβιβασμοῦ εἰς τὸν βαθμὸν τοῦ ἀντισυνταγματάρχου τῶν ταγματαρχῶν κ.κ. Α. Ἀθανασίου, Κ. Μαυρίκη, Γ. Καρίζογλου καὶ Β. Θεοδόση. Εἰς ταγματάρχας προήχθησαν οἱ λοχαγοὶ Π. Κουλῆς, Α. Μπάμπαλης, Σ. Κοτζιάς, Κ. Παπαγιάννης καὶ Α. Κρουσανιώτης. xyxy=(1058,1338,1257,1490)
subheadline: ΣΤΡΑΤΙΩΤΙΚΟΙ ΠΡΟΒΙΒΑΣΜΟΙ xyxy=(1064,1317,1251,1332)
article-paragraph: Ἐπὶ τῇ Ἐθνικῇ ἑορτῇ ἡ πόλις τῆς Φλωρίνης ἐπανηγύρισε λαμπρῶς. Ἐψάλη δοξολογία εἰς τὸν Μητροπολιτικὸν ναόν, χοροστατοῦντος τοῦ Μητροπολίτου, παρισταμένων τῶν ἀρχῶν καὶ πλήθους κόσμου. Ὁ Νομάρχης κ. Καλαμαρᾶς, ὁ ἀρχηγὸς τῆς Χωροφυλακῆς, οἱ δήμαρχοι καὶ οἱ λοιποὶ ἄρχοντες. Ἐψάλη δὲ καὶ ἐπιμνημόσυνος δέησις ὑπὲρ τῶν πεσόντων ὑπὲρ πατρίδος. xyxy=(612,1484,826,1666)
article-paragraph: Ἡ γενικὴ ἐντύπωσις ἐκ τῶν γεγονότων εἶναι λίαν ἱκανοποιητική, θεωρεῖται δὲ βέβαιον ὅτι ταχέως θὰ ἐπιτευχθῇ ἡ πλήρης συντριβὴ τοῦ ἐχθροῦ. xyxy=(836,1342,1046,1417)
subheadline: ΣΗΜΕΡΟΝ Ο κ. ΚΑΛΟΓΕΡΟΠΟΥΛΟΣ ΥΠΟΒΑΛΛΕΙ ΤΗΝ ΠΑΡΑΙΤΗΣΙΝ ΤΟΥ xyxy=(434,206,976,225)
military-headline-block xyxy=(362,1126,1048,1181)
headline-ethniki-eorti: Η ΕΘΝΙΚΗ ΕΟΡΤΗ xyxy=(653,1450,785,1468)
article-paragraph: Γίνονται γνωσταὶ αἱ κάτωθι λεπτομέρειαι. Κατὰ τὴν ἐπίθεσιν τοῦ ἐχθροῦ, ἥτις ἐστράφη κατὰ τῆς Βορείου ὁμάδος, ὁ στρατὸς ἡμῶν ἀντεπεξῆλθε θαρραλέως καὶ ἀπέκρουσε τοὺς Τούρκους, οἵτινες ὑπέστησαν σοβαρὰς ἀπωλείας. xyxy=(364,1594,600,1700)
article-paragraph: Ὁ ἐχθρὸς ὑποχωρεῖ πρὸς τὸ Ἐσκὶ-Σεχίρ, ὅπου λέγεται ὅτι θὰ ἀντισταθῇ. Αἱ ἀπώλειαί του ἀνέρχονται εἰς πολλὰς χιλιάδας. xyxy=(836,1201,1046,1260)
article-paragraph: ΡΩΜΗ, 28 Μαρτίου. (Ἰδιαίτερον τηλεγράφημα). Ὁ Βασιλεὺς ὑπέγραψε σήμερον τὴν πρωΐαν τὸ διάταγμα τῆς διαλύσεως τῆς Βουλῆς καὶ τῆς ἐνεργείας νέων ἐκλογῶν διὰ τὴν 15 Μαΐου (ν. ἡ.). Συμφώνως πρὸς τὸ διάταγμα, ἡ Βουλὴ καὶ ἡ Γερουσία συγκαλοῦνται τὴν 11 Ἰουνίου (ν. ἡ.). Τὸ ὑπουργικὸν συμβούλιον ἀπεφάσισε ἀπόψε τὴν διάλυσιν τῆς Βουλῆς. xyxy=(1058,1611,1257,1826)
article-paragraph: ΡΩΜΗ, 28 Μαρτίου. (Ἰδιαίτερον τηλεγράφημα). Ἀγγέλλεται ἐκ Παρισίων ὅτι ὁ κ. Μπριὰν ὡμίλησε εἰς τὴν Γερουσίαν ἐπὶ τοῦ προϋπολογισμοῦ τῶν Ἐξωτερικῶν, δηλώσας ὅτι ἡ Γαλλία θὰ ἐπιβάλῃ διὰ τῆς βίας τὴν ἐκτέλεσιν τῶν ὑποχρεώσεων τῆς Γερμανίας. xyxy=(1058,473,1257,639)
subheadline: ΕΙΣ ΦΙΟΥΜΕ xyxy=(191,800,305,823)
article-paragraph: Κατὰ τὰς πληροφορίας ὁ Ἰσμὲτ πασᾶς συγκεντρώνει τὰς δυνάμεις του εἰς τὴν περιοχὴν τοῦ Καρά-Χισάρ. Ἡ θέσις τοῦ ἐχθροῦ θεωρεῖται κρίσιμος. xyxy=(612,1310,826,1385)
subheadline: ΘΑ ΕΠΙΒΛΗΘΩΜΕΝ ΔΙΑ ΤΗΣ ΒΙΑΣ xyxy=(1106,451,1418,474)
article-paragraph: ΡΩΜΗ, 28 Μαρτίου. (Ἰδιαίτερον τηλεγράφημα). Τηλεγραφοῦν ἐκ Κωνσταντινουπόλεως, ὅτι ἡ Ὑψηλὴ Πύλη διεμαρτυρήθη πρὸς τοὺς Συμμάχους κατὰ τοῦ ὑπὸ τῶν Ἑλλήνων κηρυχθέντος θαλασσίου ἀποκλεισμοῦ. xyxy=(146,505,350,637)
article-paragraph: Ἡ Ἱερὰ Σύνοδος διὰ τηλεγραφικῆς ἐγκυκλίου της πρὸς τοὺς Μητροπολίτας ὑπενθυμίζει ὅτι κατὰ τὴν περίοδον τῆς Μεγάλης Τεσσαρακοστῆς ἀπαγορεύεται ἡ τέλεσις γάμων, ἐπιτρέπονται δὲ μόνον εἰς ἐξαιρετικὰς περιπτώσεις. xyxy=(1267,1331,1466,1452)
column-right xyxy=(1058,172,1466,2067)
